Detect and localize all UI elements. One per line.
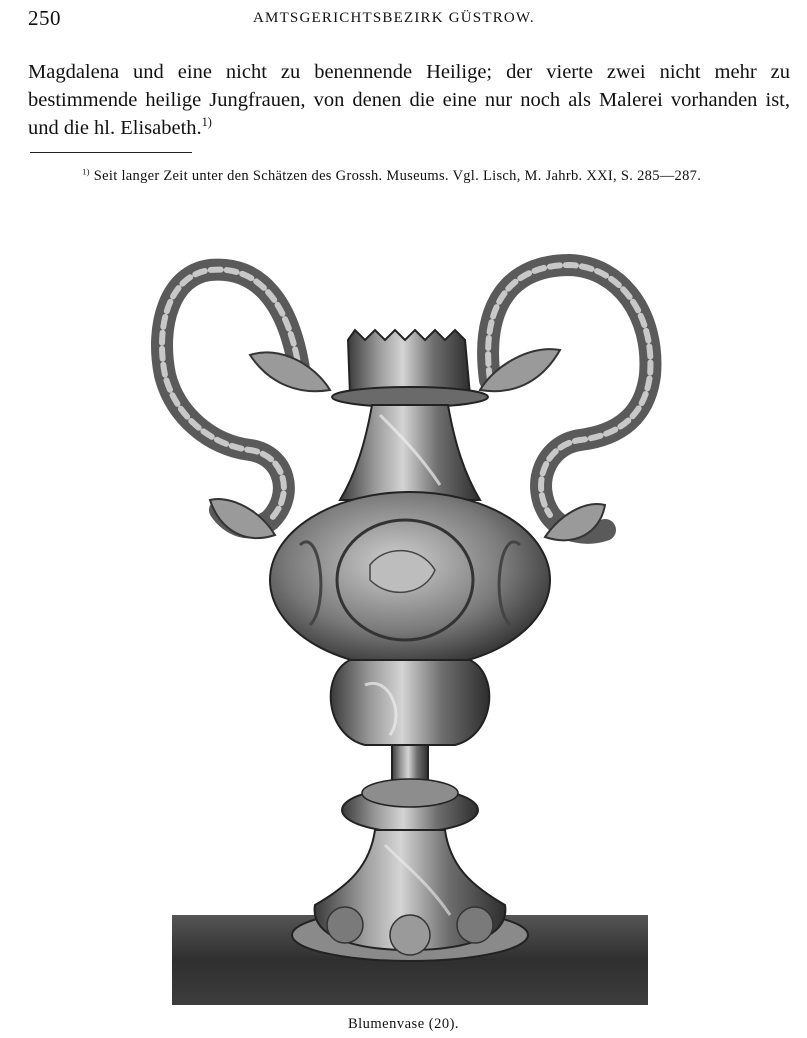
vase-lower-bulb [331, 660, 490, 745]
right-handle [488, 265, 650, 533]
footnote-rule [30, 152, 192, 153]
left-leaf [250, 352, 330, 391]
body-paragraph-text: Magdalena und eine nicht zu benennende Heilige; der vierte zwei nicht mehr zu bestimmende heilige Jungfrauen, von denen die eine nur noch als Malerei vorhanden ist, und die hl. Elisabeth. [28, 61, 790, 139]
page-header [28, 6, 789, 30]
page-number: 250 [28, 6, 61, 30]
running-head: AMTSGERICHTSBEZIRK GÜSTROW. [253, 10, 535, 26]
footnote-text: Seit langer Zeit unter den Schätzen des Grossh. Museums. Vgl. Lisch, M. Jahrb. XXI, S. 285—287. [89, 168, 702, 184]
vase-photograph [150, 245, 670, 1010]
vase-rim [348, 330, 470, 395]
vase-illustration [150, 245, 670, 1010]
body-text [28, 58, 790, 142]
footnote-reference[interactable]: 1) [201, 115, 212, 130]
footnote-marker: 1) [82, 166, 90, 177]
body-paragraph [28, 58, 790, 142]
footnote [28, 165, 790, 187]
vase-neck [340, 405, 480, 500]
figure-caption: Blumenvase (20). [347, 1016, 460, 1032]
